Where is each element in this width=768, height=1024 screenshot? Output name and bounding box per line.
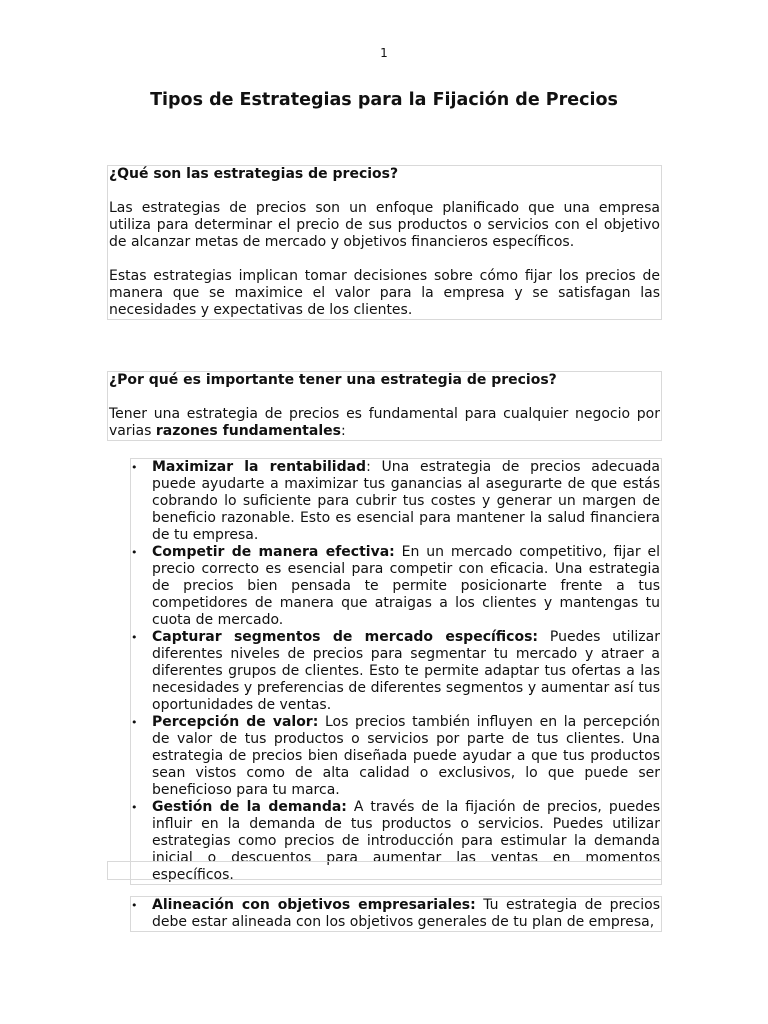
reason-text: En un mercado competitivo, fijar el precio correcto es esencial para competir con eficacia. Una estrategia de precios bien pensada te permite posicionarte frente a tus competidores de manera que atraigas a los clientes y mantengas tu cuota de mercado. — [152, 544, 660, 628]
reason-text: Los precios también influyen en la percepción de valor de tus productos o servicios por parte de tus clientes. Una estrategia de precios bien diseñada puede ayudar a que tus productos sean vistos como de alta calidad o exclusivos, lo que puede ser beneficioso para tu marca. — [152, 714, 661, 798]
paragraph-definition: Las estrategias de precios son un enfoque planificado que una empresa utiliza para determinar el precio de sus productos o servicios con el objetivo de alcanzar metas de mercado y objetivos financieros específicos. — [109, 200, 660, 250]
reason-text: Puedes utilizar diferentes niveles de precios para segmentar tu mercado y atraer a diferentes grupos de clientes. Esto te permite adaptar tus ofertas a las necesidades y preferencias de diferentes segmentos y aumentar así tus oportunidades de ventas. — [152, 629, 660, 713]
bullet-icon: • — [131, 461, 138, 474]
reasons-list-continued — [130, 896, 662, 932]
page-number: 1 — [380, 46, 388, 60]
section-heading-why: ¿Por qué es importante tener una estrategia de precios? — [109, 372, 557, 388]
intro-text: Tener una estrategia de precios es fundamental para cualquier negocio por varias — [109, 406, 660, 439]
paragraph-intro — [108, 406, 661, 440]
intro-end: : — [340, 423, 346, 439]
list-item — [131, 459, 661, 544]
reason-term: Competir de manera efectiva: — [152, 544, 395, 560]
reason-text: : Una estrategia de precios adecuada puede ayudarte a maximizar tus ganancias al asegurarte de que estás cobrando lo suficiente para cubrir tus costes y generar un margen de beneficio razonable. Esto es esencial para mantener la salud financiera de tu empresa. — [152, 459, 660, 543]
section-heading-what: ¿Qué son las estrategias de precios? — [109, 166, 399, 182]
bullet-icon: • — [131, 899, 138, 912]
list-item — [131, 897, 661, 931]
document-title: Tipos de Estrategias para la Fijación de Precios — [150, 90, 618, 110]
list-item — [131, 714, 661, 799]
section-what-are-pricing-strategies — [107, 165, 662, 320]
bullet-icon: • — [131, 631, 138, 644]
reason-term: Gestión de la demanda: — [152, 799, 347, 815]
bullet-icon: • — [131, 716, 138, 729]
bullet-icon: • — [131, 546, 138, 559]
intro-bold-text: razones fundamentales — [155, 423, 341, 439]
section-why-important — [107, 371, 662, 441]
reason-term: Maximizar la rentabilidad — [152, 459, 367, 475]
reason-text: A través de la fijación de precios, puedes influir en la demanda de tus productos o servicios. Puedes utilizar estrategias como precios de introducción para estimular la demanda inicial o descuentos para aumentar las ventas en momentos específicos. — [152, 799, 660, 883]
list-item — [131, 544, 661, 629]
reason-text: Tu estrategia de precios debe estar alineada con los objetivos generales de tu plan de empresa, — [152, 897, 660, 930]
reason-term: Percepción de valor: — [152, 714, 319, 730]
reason-term: Capturar segmentos de mercado específicos: — [152, 629, 539, 645]
reason-term: Alineación con objetivos empresariales: — [152, 897, 476, 913]
empty-paragraph-box — [107, 861, 662, 880]
list-item — [131, 629, 661, 714]
bullet-icon: • — [131, 801, 138, 814]
reasons-list — [130, 458, 662, 885]
paragraph-decisions: Estas estrategias implican tomar decisiones sobre cómo fijar los precios de manera que se maximice el valor para la empresa y se satisfagan las necesidades y expectativas de los clientes. — [109, 268, 660, 318]
